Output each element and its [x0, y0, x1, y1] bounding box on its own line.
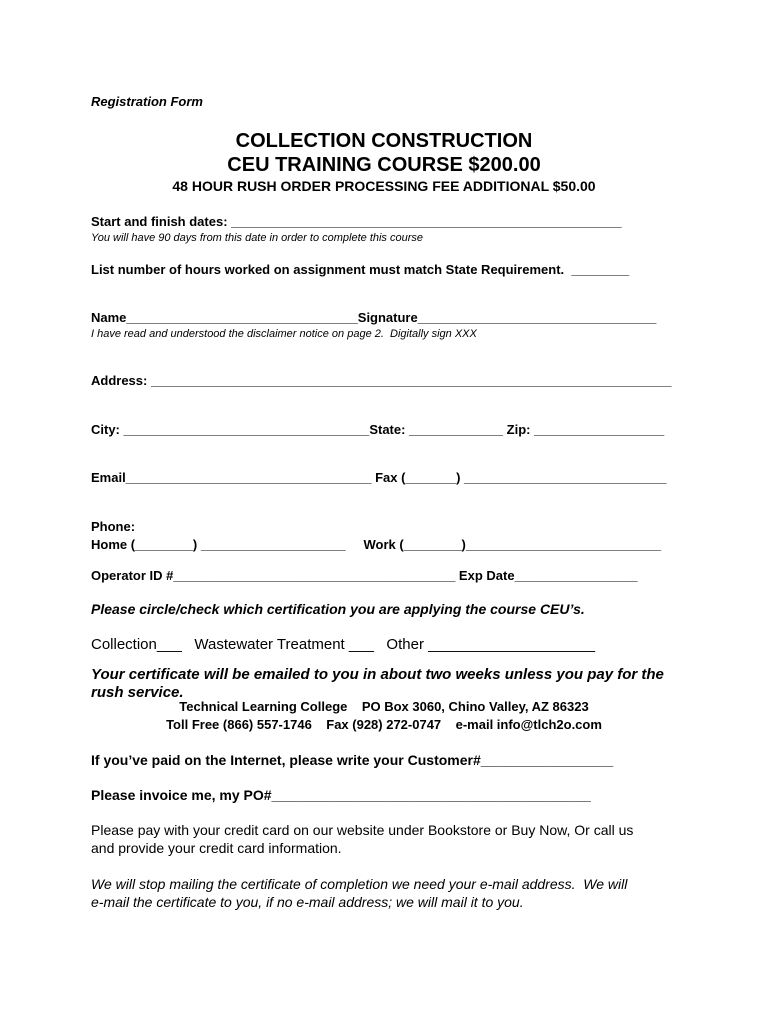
emailed-notice-line-2: rush service.	[91, 684, 184, 701]
pay-card-line-2: and provide your credit card information.	[91, 840, 342, 856]
phone-label: Phone:	[91, 519, 136, 534]
city-state-zip-field[interactable]: City: __________________________________State: _____________ Zip: __________________	[91, 422, 665, 437]
start-dates-field[interactable]: Start and finish dates: ______________________________________________________	[91, 214, 622, 229]
operator-id-field[interactable]: Operator ID #_______________________________________ Exp Date_________________	[91, 568, 638, 583]
rush-fee: 48 HOUR RUSH ORDER PROCESSING FEE ADDITIONAL $50.00	[172, 178, 596, 194]
po-number-field[interactable]: Please invoice me, my PO#_________________________________________	[91, 787, 591, 803]
email-fax-field[interactable]: Email__________________________________ Fax (_______) ____________________________	[91, 470, 667, 485]
start-dates-note: You will have 90 days from this date in order to complete this course	[91, 232, 424, 244]
certification-instruction: Please circle/check which certification you are applying the course CEU’s.	[91, 601, 585, 617]
title-line-2: CEU TRAINING COURSE $200.00	[227, 154, 541, 176]
certification-options[interactable]: Collection___ Wastewater Treatment ___ Other ____________________	[91, 636, 595, 653]
college-address: Technical Learning College PO Box 3060, Chino Valley, AZ 86323	[179, 699, 589, 714]
name-signature-field[interactable]: Name________________________________Signature_________________________________	[91, 310, 657, 325]
college-contact: Toll Free (866) 557-1746 Fax (928) 272-0747 e-mail info@tlch2o.com	[166, 717, 602, 732]
address-field[interactable]: Address: ________________________________________________________________________	[91, 373, 672, 388]
stop-mail-line-1: We will stop mailing the certificate of completion we need your e-mail address. We will	[91, 876, 628, 892]
stop-mail-line-2: e-mail the certificate to you, if no e-mail address; we will mail it to you.	[91, 894, 524, 910]
pay-card-line-1: Please pay with your credit card on our website under Bookstore or Buy Now, Or call us	[91, 822, 634, 838]
customer-number-field[interactable]: If you’ve paid on the Internet, please write your Customer#_________________	[91, 752, 614, 768]
disclaimer-note: I have read and understood the disclaimer notice on page 2. Digitally sign XXX	[91, 328, 477, 340]
emailed-notice-line-1: Your certificate will be emailed to you in about two weeks unless you pay for the	[91, 666, 664, 683]
home-work-phone-field[interactable]: Home (________) ____________________ Work (________)___________________________	[91, 537, 662, 552]
hours-field[interactable]: List number of hours worked on assignment must match State Requirement. ________	[91, 262, 630, 277]
form-label: Registration Form	[91, 94, 203, 109]
title-line-1: COLLECTION CONSTRUCTION	[235, 130, 533, 152]
